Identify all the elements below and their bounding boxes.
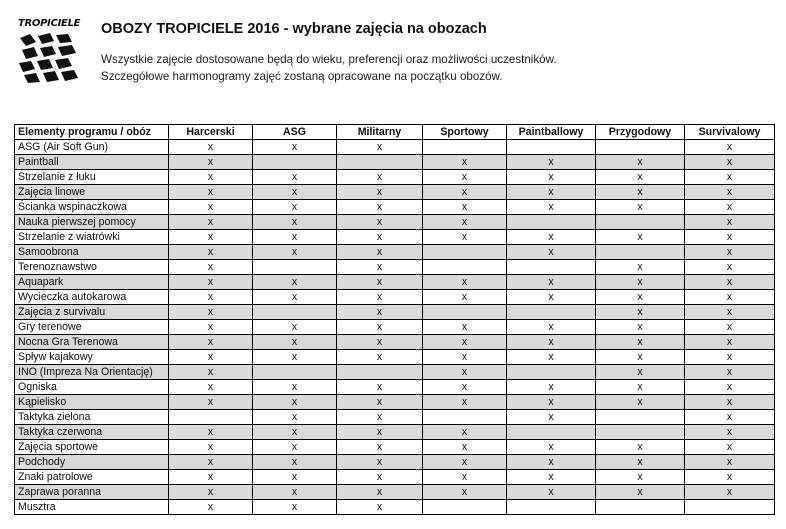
availability-mark: x xyxy=(507,185,596,200)
availability-mark: x xyxy=(337,185,423,200)
availability-mark: x xyxy=(253,245,337,260)
availability-mark: x xyxy=(507,395,596,410)
availability-mark: x xyxy=(685,230,775,245)
availability-mark xyxy=(253,260,337,275)
availability-mark xyxy=(596,500,685,515)
column-header-camp: Przygodowy xyxy=(596,125,685,140)
availability-mark: x xyxy=(337,170,423,185)
availability-mark: x xyxy=(423,185,507,200)
activity-name: Ogniska xyxy=(15,380,169,395)
availability-mark: x xyxy=(507,170,596,185)
availability-mark: x xyxy=(337,230,423,245)
table-body xyxy=(15,140,775,515)
availability-mark: x xyxy=(337,290,423,305)
table-row xyxy=(15,455,775,470)
availability-mark xyxy=(507,260,596,275)
availability-mark: x xyxy=(169,245,253,260)
availability-mark: x xyxy=(169,320,253,335)
availability-mark: x xyxy=(337,335,423,350)
availability-mark: x xyxy=(596,230,685,245)
activity-name: Zaprawa poranna xyxy=(15,485,169,500)
availability-mark xyxy=(423,140,507,155)
activity-name: Nauka pierwszej pomocy xyxy=(15,215,169,230)
availability-mark: x xyxy=(423,215,507,230)
availability-mark: x xyxy=(423,395,507,410)
availability-mark: x xyxy=(423,425,507,440)
availability-mark: x xyxy=(685,305,775,320)
availability-mark: x xyxy=(253,470,337,485)
activity-name: Kąpielisko xyxy=(15,395,169,410)
availability-mark: x xyxy=(596,185,685,200)
availability-mark: x xyxy=(337,260,423,275)
availability-mark xyxy=(423,245,507,260)
availability-mark: x xyxy=(253,500,337,515)
availability-mark: x xyxy=(423,155,507,170)
availability-mark: x xyxy=(169,470,253,485)
column-header-camp: Harcerski xyxy=(169,125,253,140)
availability-mark: x xyxy=(337,275,423,290)
availability-mark: x xyxy=(685,260,775,275)
availability-mark: x xyxy=(169,485,253,500)
availability-mark: x xyxy=(253,140,337,155)
availability-mark: x xyxy=(337,320,423,335)
availability-mark: x xyxy=(596,155,685,170)
availability-mark: x xyxy=(253,440,337,455)
availability-mark: x xyxy=(423,350,507,365)
activity-name: Podchody xyxy=(15,455,169,470)
availability-mark: x xyxy=(507,455,596,470)
availability-mark: x xyxy=(337,215,423,230)
column-header-camp: ASG xyxy=(253,125,337,140)
availability-mark: x xyxy=(253,230,337,245)
availability-mark: x xyxy=(169,440,253,455)
availability-mark: x xyxy=(596,260,685,275)
availability-mark: x xyxy=(169,335,253,350)
table-header-row xyxy=(15,125,775,140)
availability-mark: x xyxy=(337,455,423,470)
availability-mark: x xyxy=(337,500,423,515)
availability-mark xyxy=(596,245,685,260)
activity-name: INO (Impreza Na Orientację) xyxy=(15,365,169,380)
availability-mark: x xyxy=(507,245,596,260)
availability-mark: x xyxy=(423,440,507,455)
availability-mark: x xyxy=(507,155,596,170)
availability-mark: x xyxy=(169,140,253,155)
availability-mark: x xyxy=(596,350,685,365)
availability-mark: x xyxy=(169,260,253,275)
table-row xyxy=(15,500,775,515)
availability-mark: x xyxy=(169,425,253,440)
availability-mark: x xyxy=(253,290,337,305)
availability-mark: x xyxy=(253,380,337,395)
availability-mark: x xyxy=(253,485,337,500)
column-header-camp: Survivalowy xyxy=(685,125,775,140)
availability-mark: x xyxy=(685,155,775,170)
availability-mark: x xyxy=(685,200,775,215)
activity-name: Gry terenowe xyxy=(15,320,169,335)
activity-name: Samoobrona xyxy=(15,245,169,260)
availability-mark: x xyxy=(169,230,253,245)
availability-mark xyxy=(507,425,596,440)
availability-mark: x xyxy=(685,380,775,395)
tire-tread-icon xyxy=(18,32,80,84)
availability-mark: x xyxy=(253,350,337,365)
availability-mark: x xyxy=(169,380,253,395)
availability-mark: x xyxy=(685,455,775,470)
availability-mark xyxy=(253,155,337,170)
availability-mark: x xyxy=(596,485,685,500)
column-header-camp: Sportowy xyxy=(423,125,507,140)
availability-mark: x xyxy=(169,455,253,470)
availability-mark: x xyxy=(685,470,775,485)
availability-mark: x xyxy=(253,185,337,200)
table-row xyxy=(15,140,775,155)
table-row xyxy=(15,155,775,170)
availability-mark: x xyxy=(685,485,775,500)
activity-name: Aquapark xyxy=(15,275,169,290)
availability-mark: x xyxy=(596,335,685,350)
page-title: OBOZY TROPICIELE 2016 - wybrane zajęcia na obozach xyxy=(101,21,487,37)
availability-mark xyxy=(596,410,685,425)
table-row xyxy=(15,215,775,230)
availability-mark: x xyxy=(169,200,253,215)
availability-mark: x xyxy=(337,395,423,410)
availability-mark xyxy=(507,305,596,320)
activity-name: Wycieczka autokarowa xyxy=(15,290,169,305)
availability-mark: x xyxy=(507,410,596,425)
table-row xyxy=(15,200,775,215)
availability-mark: x xyxy=(423,380,507,395)
availability-mark: x xyxy=(337,470,423,485)
activity-name: Zajęcia z survivalu xyxy=(15,305,169,320)
availability-mark xyxy=(507,140,596,155)
availability-mark: x xyxy=(423,170,507,185)
availability-mark: x xyxy=(423,200,507,215)
table-row xyxy=(15,185,775,200)
availability-mark: x xyxy=(596,305,685,320)
availability-mark xyxy=(423,260,507,275)
availability-mark: x xyxy=(253,335,337,350)
availability-mark: x xyxy=(423,335,507,350)
availability-mark: x xyxy=(596,275,685,290)
availability-mark: x xyxy=(337,245,423,260)
availability-mark: x xyxy=(596,455,685,470)
availability-mark: x xyxy=(337,440,423,455)
availability-mark: x xyxy=(685,275,775,290)
availability-mark: x xyxy=(169,155,253,170)
availability-mark: x xyxy=(253,200,337,215)
availability-mark: x xyxy=(507,470,596,485)
table-row xyxy=(15,365,775,380)
column-header-program: Elementy programu / obóz xyxy=(15,125,169,140)
availability-mark: x xyxy=(685,140,775,155)
availability-mark: x xyxy=(169,170,253,185)
availability-mark: x xyxy=(253,455,337,470)
availability-mark: x xyxy=(253,320,337,335)
availability-mark: x xyxy=(337,200,423,215)
availability-mark: x xyxy=(423,320,507,335)
availability-mark xyxy=(596,425,685,440)
availability-mark: x xyxy=(507,290,596,305)
table-row xyxy=(15,485,775,500)
activity-name: Zajęcia sportowe xyxy=(15,440,169,455)
availability-mark: x xyxy=(337,485,423,500)
availability-mark: x xyxy=(337,410,423,425)
availability-mark: x xyxy=(596,320,685,335)
availability-mark: x xyxy=(596,365,685,380)
availability-mark: x xyxy=(596,470,685,485)
table-row xyxy=(15,275,775,290)
availability-mark: x xyxy=(596,200,685,215)
availability-mark: x xyxy=(507,230,596,245)
activity-name: Zajęcia linowe xyxy=(15,185,169,200)
availability-mark: x xyxy=(337,350,423,365)
availability-mark xyxy=(685,500,775,515)
availability-mark: x xyxy=(253,275,337,290)
availability-mark: x xyxy=(337,305,423,320)
availability-mark xyxy=(507,500,596,515)
activity-name: Spływ kajakowy xyxy=(15,350,169,365)
availability-mark xyxy=(423,500,507,515)
availability-mark: x xyxy=(596,395,685,410)
activity-name: Strzelanie z wiatrówki xyxy=(15,230,169,245)
availability-mark: x xyxy=(596,170,685,185)
activity-name: Nocna Gra Terenowa xyxy=(15,335,169,350)
availability-mark xyxy=(169,410,253,425)
availability-mark: x xyxy=(337,140,423,155)
availability-mark: x xyxy=(507,275,596,290)
activity-name: Strzelanie z łuku xyxy=(15,170,169,185)
availability-mark: x xyxy=(423,470,507,485)
availability-mark: x xyxy=(423,455,507,470)
availability-mark: x xyxy=(685,290,775,305)
availability-mark: x xyxy=(507,440,596,455)
activity-name: ASG (Air Soft Gun) xyxy=(15,140,169,155)
availability-mark: x xyxy=(685,350,775,365)
availability-mark: x xyxy=(685,365,775,380)
activity-name: Musztra xyxy=(15,500,169,515)
description-line-1: Wszystkie zajęcie dostosowane będą do wieku, preferencji oraz możliwości uczestników. xyxy=(101,53,557,66)
availability-mark: x xyxy=(169,305,253,320)
availability-mark: x xyxy=(423,485,507,500)
availability-mark: x xyxy=(685,185,775,200)
activity-name: Taktyka zielona xyxy=(15,410,169,425)
availability-mark: x xyxy=(337,425,423,440)
table-row xyxy=(15,290,775,305)
availability-mark: x xyxy=(507,200,596,215)
availability-mark: x xyxy=(685,410,775,425)
availability-mark: x xyxy=(507,350,596,365)
availability-mark: x xyxy=(253,425,337,440)
description-line-2: Szczegółowe harmonogramy zajęć zostaną opracowane na początku obozów. xyxy=(101,70,503,83)
table-row xyxy=(15,440,775,455)
table-row xyxy=(15,260,775,275)
column-header-camp: Militarny xyxy=(337,125,423,140)
table-row xyxy=(15,170,775,185)
availability-mark: x xyxy=(253,170,337,185)
table-row xyxy=(15,395,775,410)
activities-table xyxy=(14,124,775,515)
availability-mark: x xyxy=(596,440,685,455)
availability-mark: x xyxy=(685,170,775,185)
availability-mark: x xyxy=(169,185,253,200)
activity-name: Taktyka czerwona xyxy=(15,425,169,440)
availability-mark: x xyxy=(169,395,253,410)
table-row xyxy=(15,380,775,395)
availability-mark xyxy=(596,140,685,155)
availability-mark: x xyxy=(169,500,253,515)
table-row xyxy=(15,350,775,365)
availability-mark: x xyxy=(507,320,596,335)
table-row xyxy=(15,320,775,335)
availability-mark: x xyxy=(169,350,253,365)
column-header-camp: Paintballowy xyxy=(507,125,596,140)
availability-mark xyxy=(337,155,423,170)
table-row xyxy=(15,410,775,425)
activity-name: Znaki patrolowe xyxy=(15,470,169,485)
table-row xyxy=(15,245,775,260)
availability-mark: x xyxy=(423,290,507,305)
availability-mark: x xyxy=(253,395,337,410)
availability-mark: x xyxy=(423,230,507,245)
availability-mark: x xyxy=(685,215,775,230)
table-row xyxy=(15,335,775,350)
availability-mark: x xyxy=(685,440,775,455)
availability-mark: x xyxy=(507,335,596,350)
availability-mark: x xyxy=(685,335,775,350)
availability-mark: x xyxy=(253,215,337,230)
activity-name: Paintball xyxy=(15,155,169,170)
availability-mark: x xyxy=(507,485,596,500)
availability-mark: x xyxy=(423,365,507,380)
availability-mark xyxy=(423,410,507,425)
table-row xyxy=(15,305,775,320)
availability-mark xyxy=(423,305,507,320)
availability-mark xyxy=(253,365,337,380)
availability-mark: x xyxy=(685,395,775,410)
availability-mark xyxy=(507,365,596,380)
tropiciele-logo xyxy=(18,18,80,84)
availability-mark: x xyxy=(685,320,775,335)
logo-text: TROPICIELE xyxy=(18,18,81,29)
table-row xyxy=(15,425,775,440)
availability-mark: x xyxy=(423,275,507,290)
availability-mark: x xyxy=(596,290,685,305)
activity-name: Terenoznawstwo xyxy=(15,260,169,275)
availability-mark: x xyxy=(596,380,685,395)
availability-mark xyxy=(596,215,685,230)
table-row xyxy=(15,230,775,245)
availability-mark: x xyxy=(337,380,423,395)
availability-mark: x xyxy=(169,365,253,380)
availability-mark: x xyxy=(507,380,596,395)
availability-mark xyxy=(337,365,423,380)
availability-mark: x xyxy=(169,290,253,305)
availability-mark: x xyxy=(169,215,253,230)
availability-mark: x xyxy=(169,275,253,290)
table-row xyxy=(15,470,775,485)
availability-mark: x xyxy=(685,425,775,440)
availability-mark: x xyxy=(685,245,775,260)
availability-mark xyxy=(507,215,596,230)
availability-mark xyxy=(253,305,337,320)
availability-mark: x xyxy=(253,410,337,425)
activity-name: Ścianka wspinaczkowa xyxy=(15,200,169,215)
